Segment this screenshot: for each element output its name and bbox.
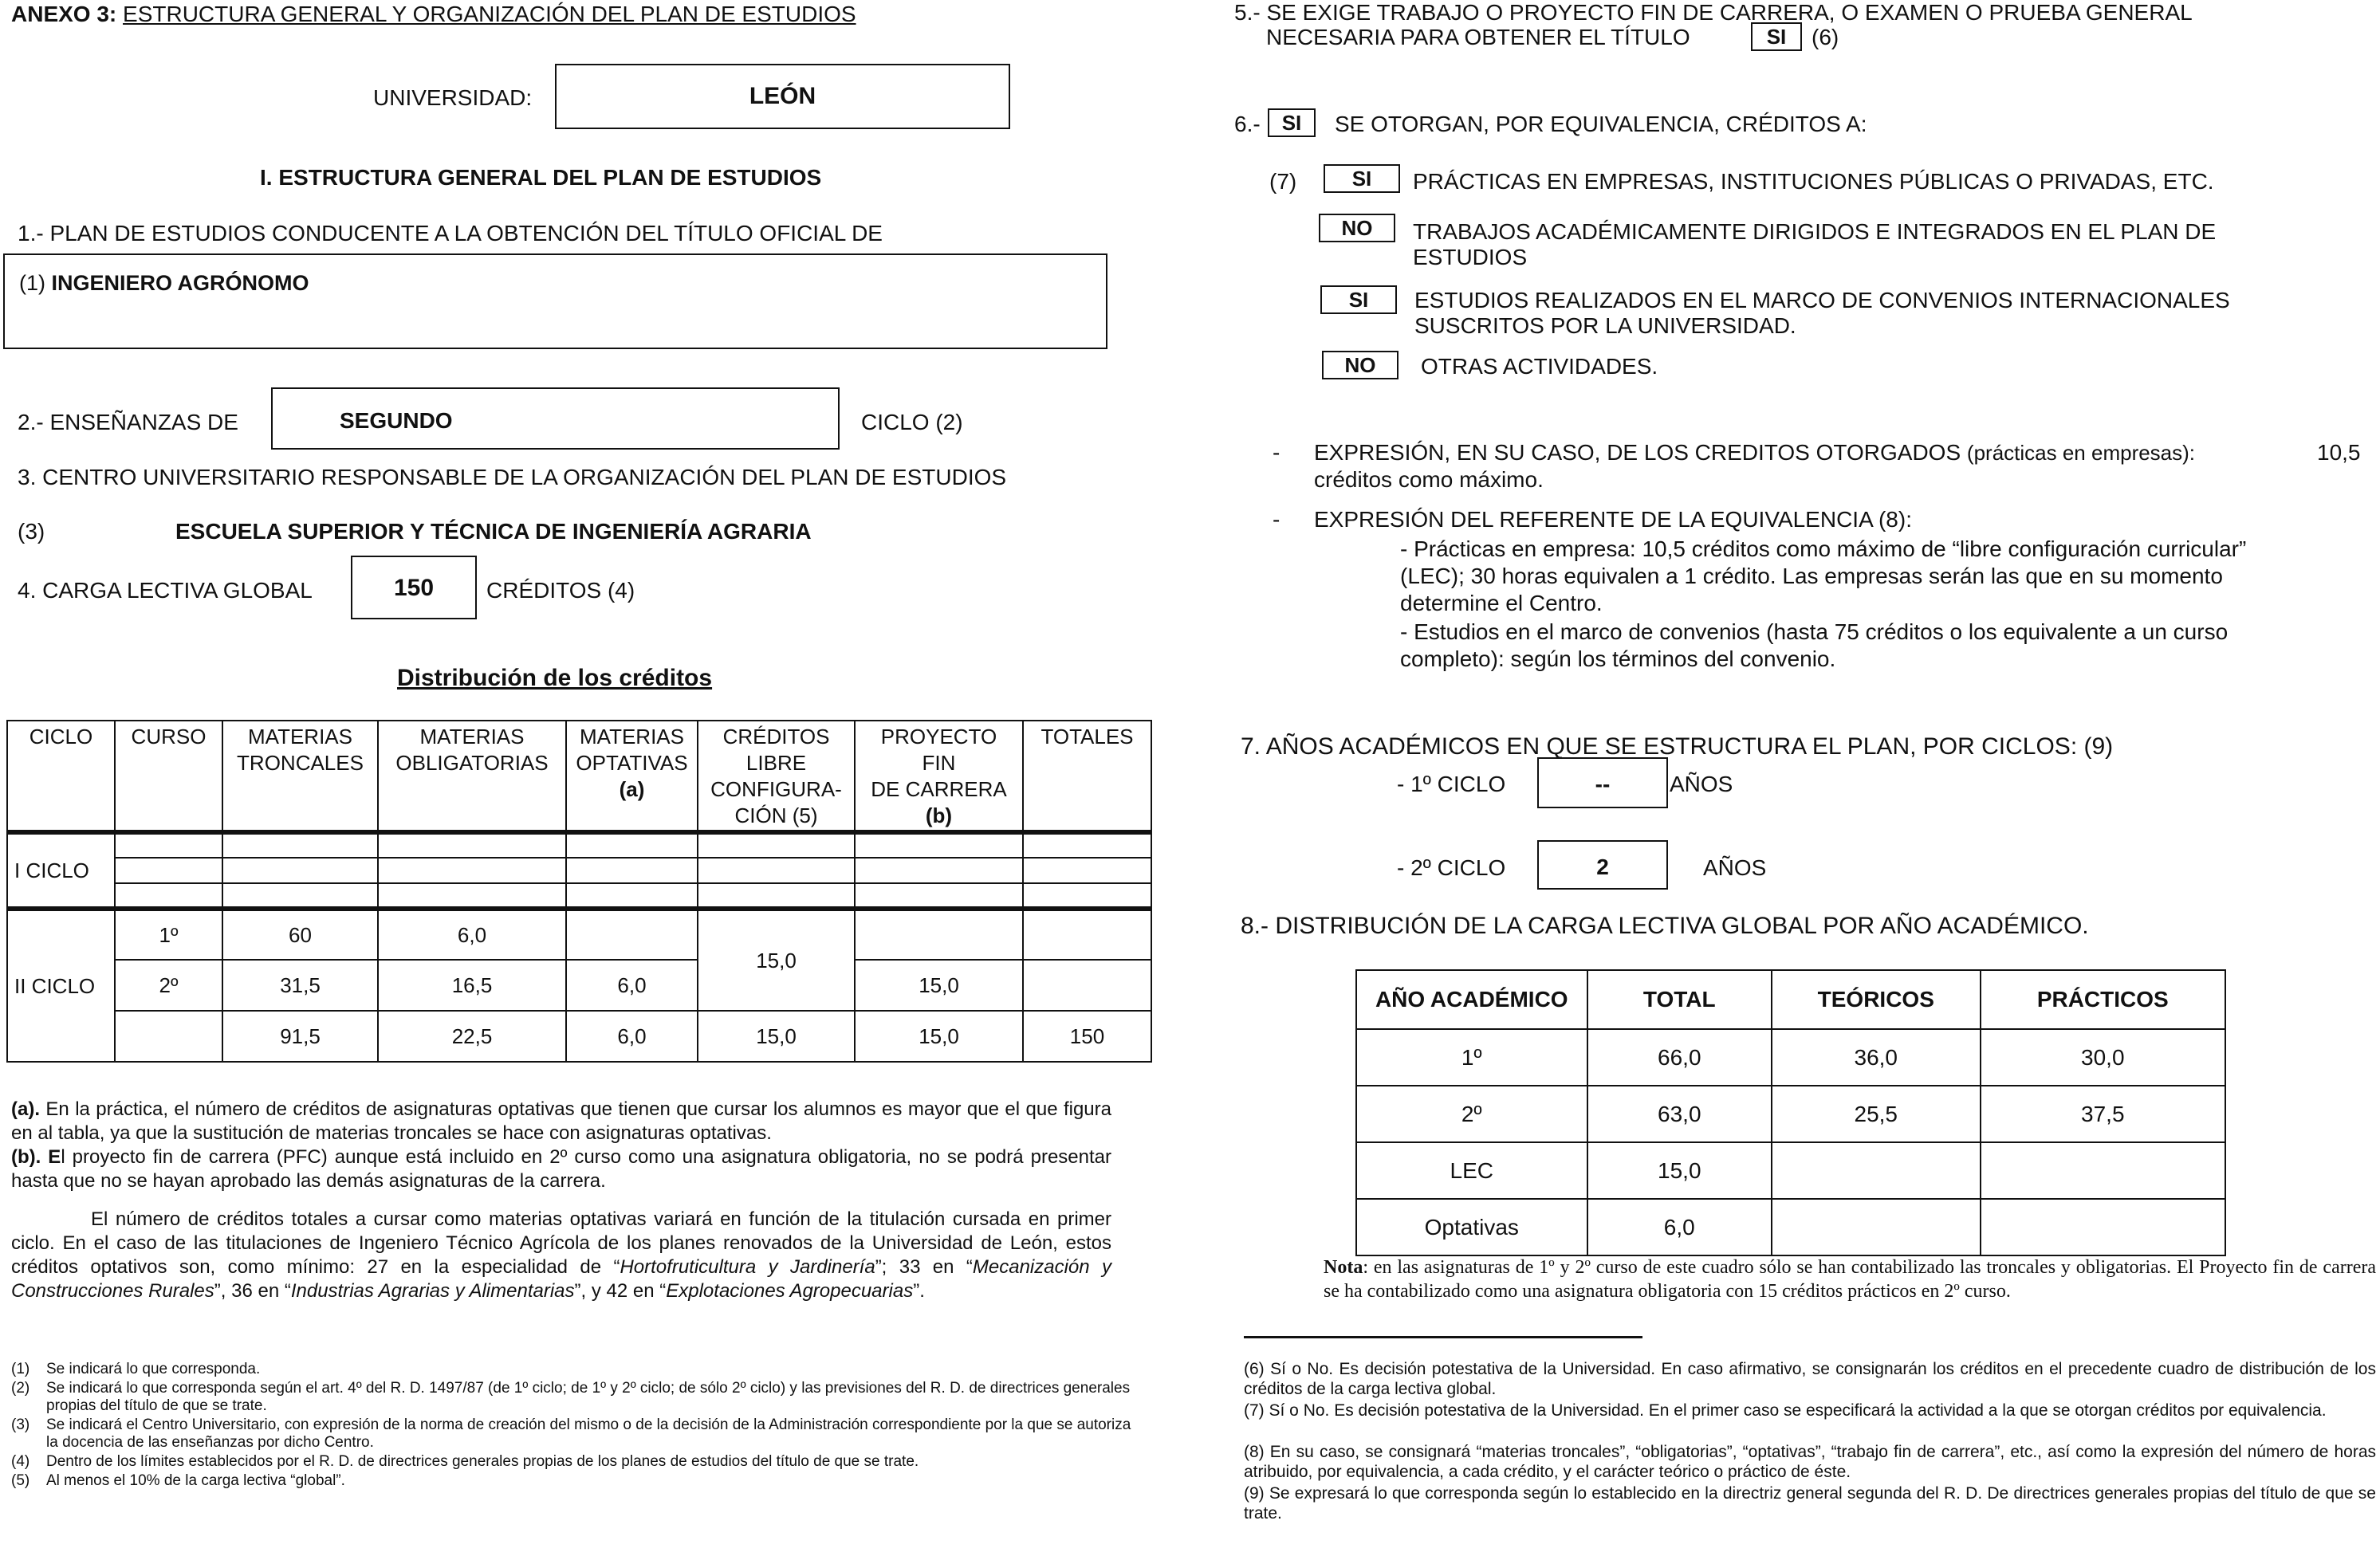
item1-value-line [19, 271, 309, 296]
item1-field [3, 253, 1107, 349]
item3-label: 3. CENTRO UNIVERSITARIO RESPONSABLE DE LA ORGANIZACIÓN DEL PLAN DE ESTUDIOS [18, 465, 1007, 489]
item4-field [351, 556, 477, 619]
footnote-4: (4) Dentro de los límites establecidos por el R. D. de directrices generales propias de los planes de estudios del título de que se trate. [11, 1453, 919, 1470]
option-3-text2: SUSCRITOS POR LA UNIVERSIDAD. [1414, 313, 1796, 338]
footnote-6: (6) Sí o No. Es decisión potestativa de la Universidad. En caso afirmativo, se consignarán los créditos en el precedente cuadro de distribución de los créditos de la carga lectiva global. [1244, 1360, 2376, 1398]
ciclo2-cell: II CICLO [7, 909, 115, 1062]
note-b [11, 1145, 1111, 1193]
expr2-b1-l2: (LEC); 30 horas equivalen a 1 crédito. Las empresas serán las que en su momento [1400, 564, 2223, 588]
option-2-text2: ESTUDIOS [1413, 245, 1528, 269]
note-a-mark: (a). [11, 1098, 40, 1120]
table-row [7, 909, 1151, 960]
nota-text: : en las asignaturas de 1º y 2º curso de este cuadro sólo se han contabilizado las troncales y obligatorias. El Proyecto fin de carrera se ha contabilizado como una asignatura obligatoria con 15 créditos prácticos en 2º curso. [1324, 1257, 2376, 1302]
section-title: I. ESTRUCTURA GENERAL DEL PLAN DE ESTUDIOS [260, 165, 822, 190]
expr1-line1: EXPRESIÓN, EN SU CASO, DE LOS CREDITOS OTORGADOS (prácticas en empresas): [1314, 440, 2196, 465]
table-row [7, 960, 1151, 1011]
item2-label: 2.- ENSEÑANZAS DE [18, 410, 238, 434]
item8-title: 8.- DISTRIBUCIÓN DE LA CARGA LECTIVA GLOBAL POR AÑO ACADÉMICO. [1241, 913, 2089, 939]
item3-value: ESCUELA SUPERIOR Y TÉCNICA DE INGENIERÍA AGRARIA [175, 519, 812, 544]
footnote-7: (7) Sí o No. Es decisión potestativa de la Universidad. En el primer caso se especificará la actividad a la que se otorgan créditos por equivalencia. [1244, 1401, 2327, 1420]
libre-merged: 15,0 [698, 909, 855, 1011]
ciclo1-value: -- [1595, 772, 1611, 796]
bullet-2: - [1273, 507, 1280, 532]
item4-label: 4. CARGA LECTIVA GLOBAL [18, 578, 313, 603]
row2-obligatorias: 16,5 [378, 960, 566, 1011]
bullet-1: - [1273, 440, 1280, 465]
note-a-text: En la práctica, el número de créditos de asignaturas optativas que tienen que cursar los alumnos es mayor que el que figura en al tabla, ya que la sustitución de materias troncales se hace con asignaturas optativas. [11, 1098, 1111, 1144]
year-header-anio: AÑO ACADÉMICO [1356, 970, 1587, 1029]
option-1-checkbox: SI [1324, 164, 1400, 193]
dist-title: Distribución de los créditos [397, 665, 713, 691]
header-ciclo: CICLO [7, 721, 115, 832]
item5-line2: NECESARIA PARA OBTENER EL TÍTULO [1266, 25, 1690, 49]
item7-title: 7. AÑOS ACADÉMICOS EN QUE SE ESTRUCTURA EL PLAN, POR CICLOS: (9) [1241, 733, 2114, 760]
dist-header-row [7, 721, 1151, 832]
ciclo1-label: - 1º CICLO [1397, 772, 1506, 796]
ciclo2-field [1537, 840, 1668, 890]
item1-prefix: (1) [19, 271, 45, 295]
row1-curso: 1º [115, 909, 222, 960]
header-proyecto: PROYECTO FIN DE CARRERA (b) [855, 721, 1023, 832]
row2-proyecto: 15,0 [855, 960, 1023, 1011]
item5-line1: 5.- SE EXIGE TRABAJO O PROYECTO FIN DE CARRERA, O EXAMEN O PRUEBA GENERAL [1234, 0, 2193, 25]
row1-optativas [566, 909, 698, 960]
year-header-teoricos: TEÓRICOS [1772, 970, 1981, 1029]
footnote-2: (2) Se indicará lo que corresponda según el art. 4º del R. D. 1497/87 (de 1º ciclo; de 1º y 2º ciclo; de sólo 2º ciclo) y las previsiones del R. D. de directrices generales propias del título de que se trate. [11, 1380, 1131, 1414]
total-totales: 150 [1023, 1011, 1151, 1062]
nota [1324, 1255, 2376, 1303]
note-b-text: l proyecto fin de carrera (PFC) aunque está incluido en 2º curso como una asignatura obligatoria, no se podrá presentar hasta que no se hayan aprobado las demás asignaturas de la carrera. [11, 1146, 1111, 1192]
option-2-checkbox: NO [1319, 214, 1395, 242]
header-libre: CRÉDITOS LIBRE CONFIGURA- CIÓN (5) [698, 721, 855, 832]
row1-troncales: 60 [222, 909, 378, 960]
university-value: LEÓN [749, 83, 816, 109]
year-header-row [1356, 970, 2225, 1029]
total-libre: 15,0 [698, 1011, 855, 1062]
item6-label: SE OTORGAN, POR EQUIVALENCIA, CRÉDITOS A: [1335, 112, 1867, 136]
optativas-paragraph: El número de créditos totales a cursar como materias optativas variará en función de la titulación cursada en primer ciclo. En el caso de las titulaciones de Ingeniero Técnico Agrícola de los planes renovados de la Universidad de León, estos créditos optativos son, como mínimo: 27 en la especialidad de “Hortofruticultura y Jardinería”; 33 en “Mecanización y Construcciones Rurales”, 36 en “Industrias Agrarias y Alimentarias”, y 42 en “Explotaciones Agropecuarias”. [11, 1208, 1111, 1302]
ciclo1-suffix: AÑOS [1670, 772, 1733, 796]
expr1-value: 10,5 [2317, 440, 2361, 465]
ciclo2-value: 2 [1596, 855, 1609, 879]
total-proyecto: 15,0 [855, 1011, 1023, 1062]
expr2-title: EXPRESIÓN DEL REFERENTE DE LA EQUIVALENCIA (8): [1314, 507, 1912, 532]
option-2-text: TRABAJOS ACADÉMICAMENTE DIRIGIDOS E INTEGRADOS EN EL PLAN DE [1413, 219, 2217, 244]
expr2-b2-l1: - Estudios en el marco de convenios (hasta 75 créditos o los equivalente a un curso [1400, 619, 2229, 644]
ciclo1-cell: I CICLO [7, 832, 115, 909]
header-totales: TOTALES [1023, 721, 1151, 832]
footnote-9: (9) Se expresará lo que corresponda según lo establecido en la directriz general segunda del R. D. De directrices generales propias del título de que se trate. [1244, 1484, 2376, 1523]
table-row: 1º 66,0 36,0 30,0 [1356, 1029, 2225, 1086]
total-curso [115, 1011, 222, 1062]
table-row [7, 832, 1151, 858]
option-4-text: OTRAS ACTIVIDADES. [1421, 354, 1658, 379]
item6-prefix: 6.- [1234, 112, 1261, 136]
table-row: Optativas 6,0 [1356, 1199, 2225, 1255]
expr2-b1-l3: determine el Centro. [1400, 591, 1603, 615]
ciclo2-label: - 2º CICLO [1397, 855, 1506, 880]
option-4-checkbox: NO [1322, 351, 1398, 379]
row1-obligatorias: 6,0 [378, 909, 566, 960]
total-troncales: 91,5 [222, 1011, 378, 1062]
row2-totales [1023, 960, 1151, 1011]
table-row [7, 883, 1151, 909]
row2-troncales: 31,5 [222, 960, 378, 1011]
note-a [11, 1098, 1111, 1145]
option-3-checkbox: SI [1320, 285, 1397, 314]
header-curso: CURSO [115, 721, 222, 832]
item6-checkbox: SI [1268, 108, 1316, 137]
item4-value: 150 [393, 575, 435, 601]
header-troncales: MATERIAS TRONCALES [222, 721, 378, 832]
item4-suffix: CRÉDITOS (4) [486, 578, 635, 603]
credit-distribution-table [6, 720, 1152, 1063]
table-row: 2º 63,0 25,5 37,5 [1356, 1086, 2225, 1142]
annex-title: ESTRUCTURA GENERAL Y ORGANIZACIÓN DEL PLAN DE ESTUDIOS [123, 2, 856, 26]
footnote-3: (3) Se indicará el Centro Universitario, con expresión de la norma de creación del mismo o de la decisión de la Administración correspondiente por la que se autoriza la docencia de las enseñanzas por dicho Centro. [11, 1416, 1131, 1451]
option-1-text: PRÁCTICAS EN EMPRESAS, INSTITUCIONES PÚBLICAS O PRIVADAS, ETC. [1413, 169, 2214, 194]
header-optativas: MATERIAS OPTATIVAS (a) [566, 721, 698, 832]
item2-value: SEGUNDO [340, 408, 453, 433]
header-obligatorias: MATERIAS OBLIGATORIAS [378, 721, 566, 832]
year-header-total: TOTAL [1587, 970, 1772, 1029]
total-row [7, 1011, 1151, 1062]
university-label: UNIVERSIDAD: [373, 85, 533, 110]
item7-num: (7) [1269, 169, 1297, 194]
option-3-text: ESTUDIOS REALIZADOS EN EL MARCO DE CONVENIOS INTERNACIONALES [1414, 288, 2230, 312]
row1-totales [1023, 909, 1151, 960]
ciclo1-field [1537, 757, 1668, 808]
expr2-b2-l2: completo): según los términos del convenio. [1400, 646, 1836, 671]
footnote-8: (8) En su caso, se consignará “materias troncales”, “obligatorias”, “optativas”, “trabajo fin de carrera”, etc., así como la expresión del número de horas atribuido, por equivalencia, a cada crédito, y el carácter teórico o práctico de éste. [1244, 1443, 2376, 1481]
table-row: LEC 15,0 [1356, 1142, 2225, 1199]
total-optativas: 6,0 [566, 1011, 698, 1062]
note-b-mark: (b). E [11, 1146, 61, 1168]
annex-heading [11, 2, 856, 27]
nota-label: Nota [1324, 1257, 1363, 1278]
item5-checkbox: SI [1751, 22, 1802, 51]
footnote-1: (1) Se indicará lo que corresponda. [11, 1361, 261, 1377]
item1-value: INGENIERO AGRÓNOMO [51, 271, 309, 295]
annex-label: ANEXO 3: [11, 2, 117, 26]
expr1-line2: créditos como máximo. [1314, 467, 1544, 492]
expr2-b1-l1: - Prácticas en empresa: 10,5 créditos como máximo de “libre configuración curricular” [1400, 536, 2247, 561]
table-row [7, 858, 1151, 883]
total-obligatorias: 22,5 [378, 1011, 566, 1062]
footnote-divider [1244, 1336, 1642, 1338]
year-load-table [1355, 969, 2226, 1256]
row2-optativas: 6,0 [566, 960, 698, 1011]
item1-label: 1.- PLAN DE ESTUDIOS CONDUCENTE A LA OBTENCIÓN DEL TÍTULO OFICIAL DE [18, 221, 883, 246]
ciclo2-suffix: AÑOS [1703, 855, 1767, 880]
footnote-5: (5) Al menos el 10% de la carga lectiva “global”. [11, 1472, 345, 1489]
item5-suffix: (6) [1812, 25, 1839, 49]
university-field [555, 64, 1010, 129]
item2-suffix: CICLO (2) [861, 410, 963, 434]
item3-prefix: (3) [18, 519, 45, 544]
row2-curso: 2º [115, 960, 222, 1011]
item2-field [271, 387, 840, 450]
row1-proyecto [855, 909, 1023, 960]
year-header-practicos: PRÁCTICOS [1981, 970, 2225, 1029]
